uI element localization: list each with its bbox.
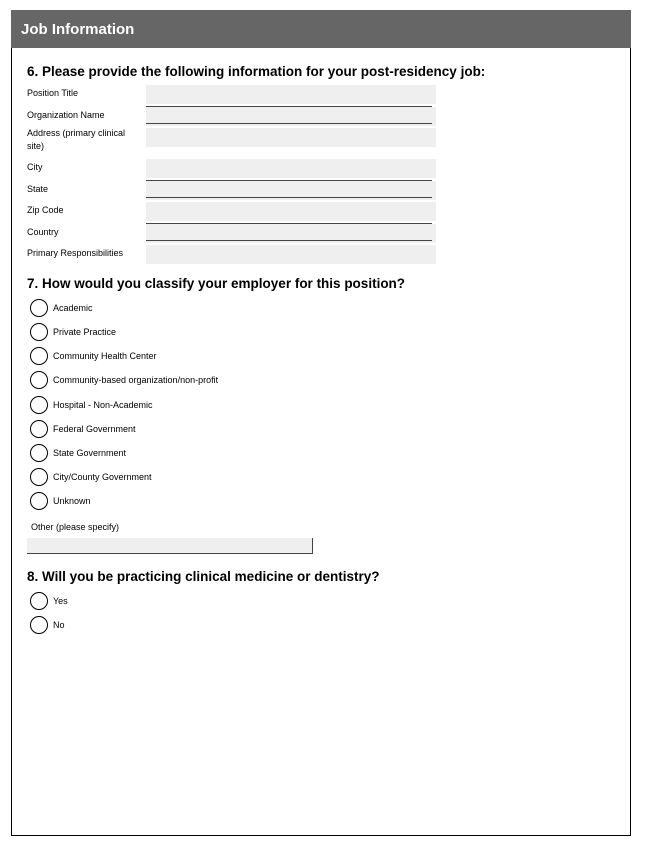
radio-hospital-non-academic[interactable] bbox=[30, 396, 48, 414]
question-8-title: 8. Will you be practicing clinical medicine or dentistry? bbox=[27, 569, 380, 584]
option-label: Academic bbox=[53, 303, 93, 313]
primary-responsibilities-input[interactable] bbox=[146, 245, 436, 264]
radio-federal-government[interactable] bbox=[30, 420, 48, 438]
option-label: Yes bbox=[53, 596, 68, 606]
divider bbox=[146, 240, 432, 241]
radio-yes[interactable] bbox=[30, 592, 48, 610]
field-label: State bbox=[27, 184, 49, 194]
section-title: Job Information bbox=[21, 21, 135, 38]
other-label: Other (please specify) bbox=[31, 522, 120, 532]
option-label: Federal Government bbox=[53, 424, 136, 434]
zip-code-input[interactable] bbox=[146, 202, 436, 221]
option-label: Private Practice bbox=[53, 327, 117, 337]
section-header bbox=[11, 10, 631, 48]
field-label: Organization Name bbox=[27, 110, 105, 120]
option-label: No bbox=[53, 620, 65, 630]
option-label: Unknown bbox=[53, 496, 91, 506]
option-label: Community-based organization/non-profit bbox=[53, 375, 219, 385]
radio-city-county-government[interactable] bbox=[30, 468, 48, 486]
radio-no[interactable] bbox=[30, 616, 48, 634]
radio-community-organization[interactable] bbox=[30, 371, 48, 389]
position-title-input[interactable] bbox=[146, 85, 436, 104]
question-7-title: 7. How would you classify your employer for this position? bbox=[27, 276, 406, 291]
divider bbox=[146, 123, 432, 124]
field-label: City bbox=[27, 162, 43, 172]
radio-state-government[interactable] bbox=[30, 444, 48, 462]
city-input[interactable] bbox=[146, 159, 436, 178]
radio-unknown[interactable] bbox=[30, 492, 48, 510]
field-label: Address (primary clinical site) bbox=[27, 128, 126, 151]
option-label: Community Health Center bbox=[53, 351, 157, 361]
field-label: Zip Code bbox=[27, 205, 64, 215]
address-input[interactable] bbox=[146, 128, 436, 147]
field-label: Primary Responsibilities bbox=[27, 248, 124, 258]
field-label: Country bbox=[27, 227, 59, 237]
radio-private-practice[interactable] bbox=[30, 323, 48, 341]
other-specify-input[interactable] bbox=[27, 538, 313, 554]
question-6-title: 6. Please provide the following information for your post-residency job: bbox=[27, 64, 486, 79]
radio-academic[interactable] bbox=[30, 299, 48, 317]
divider bbox=[146, 197, 432, 198]
field-label: Position Title bbox=[27, 88, 79, 98]
option-label: City/County Government bbox=[53, 472, 152, 482]
option-label: State Government bbox=[53, 448, 127, 458]
radio-community-health-center[interactable] bbox=[30, 347, 48, 365]
option-label: Hospital - Non-Academic bbox=[53, 400, 153, 410]
